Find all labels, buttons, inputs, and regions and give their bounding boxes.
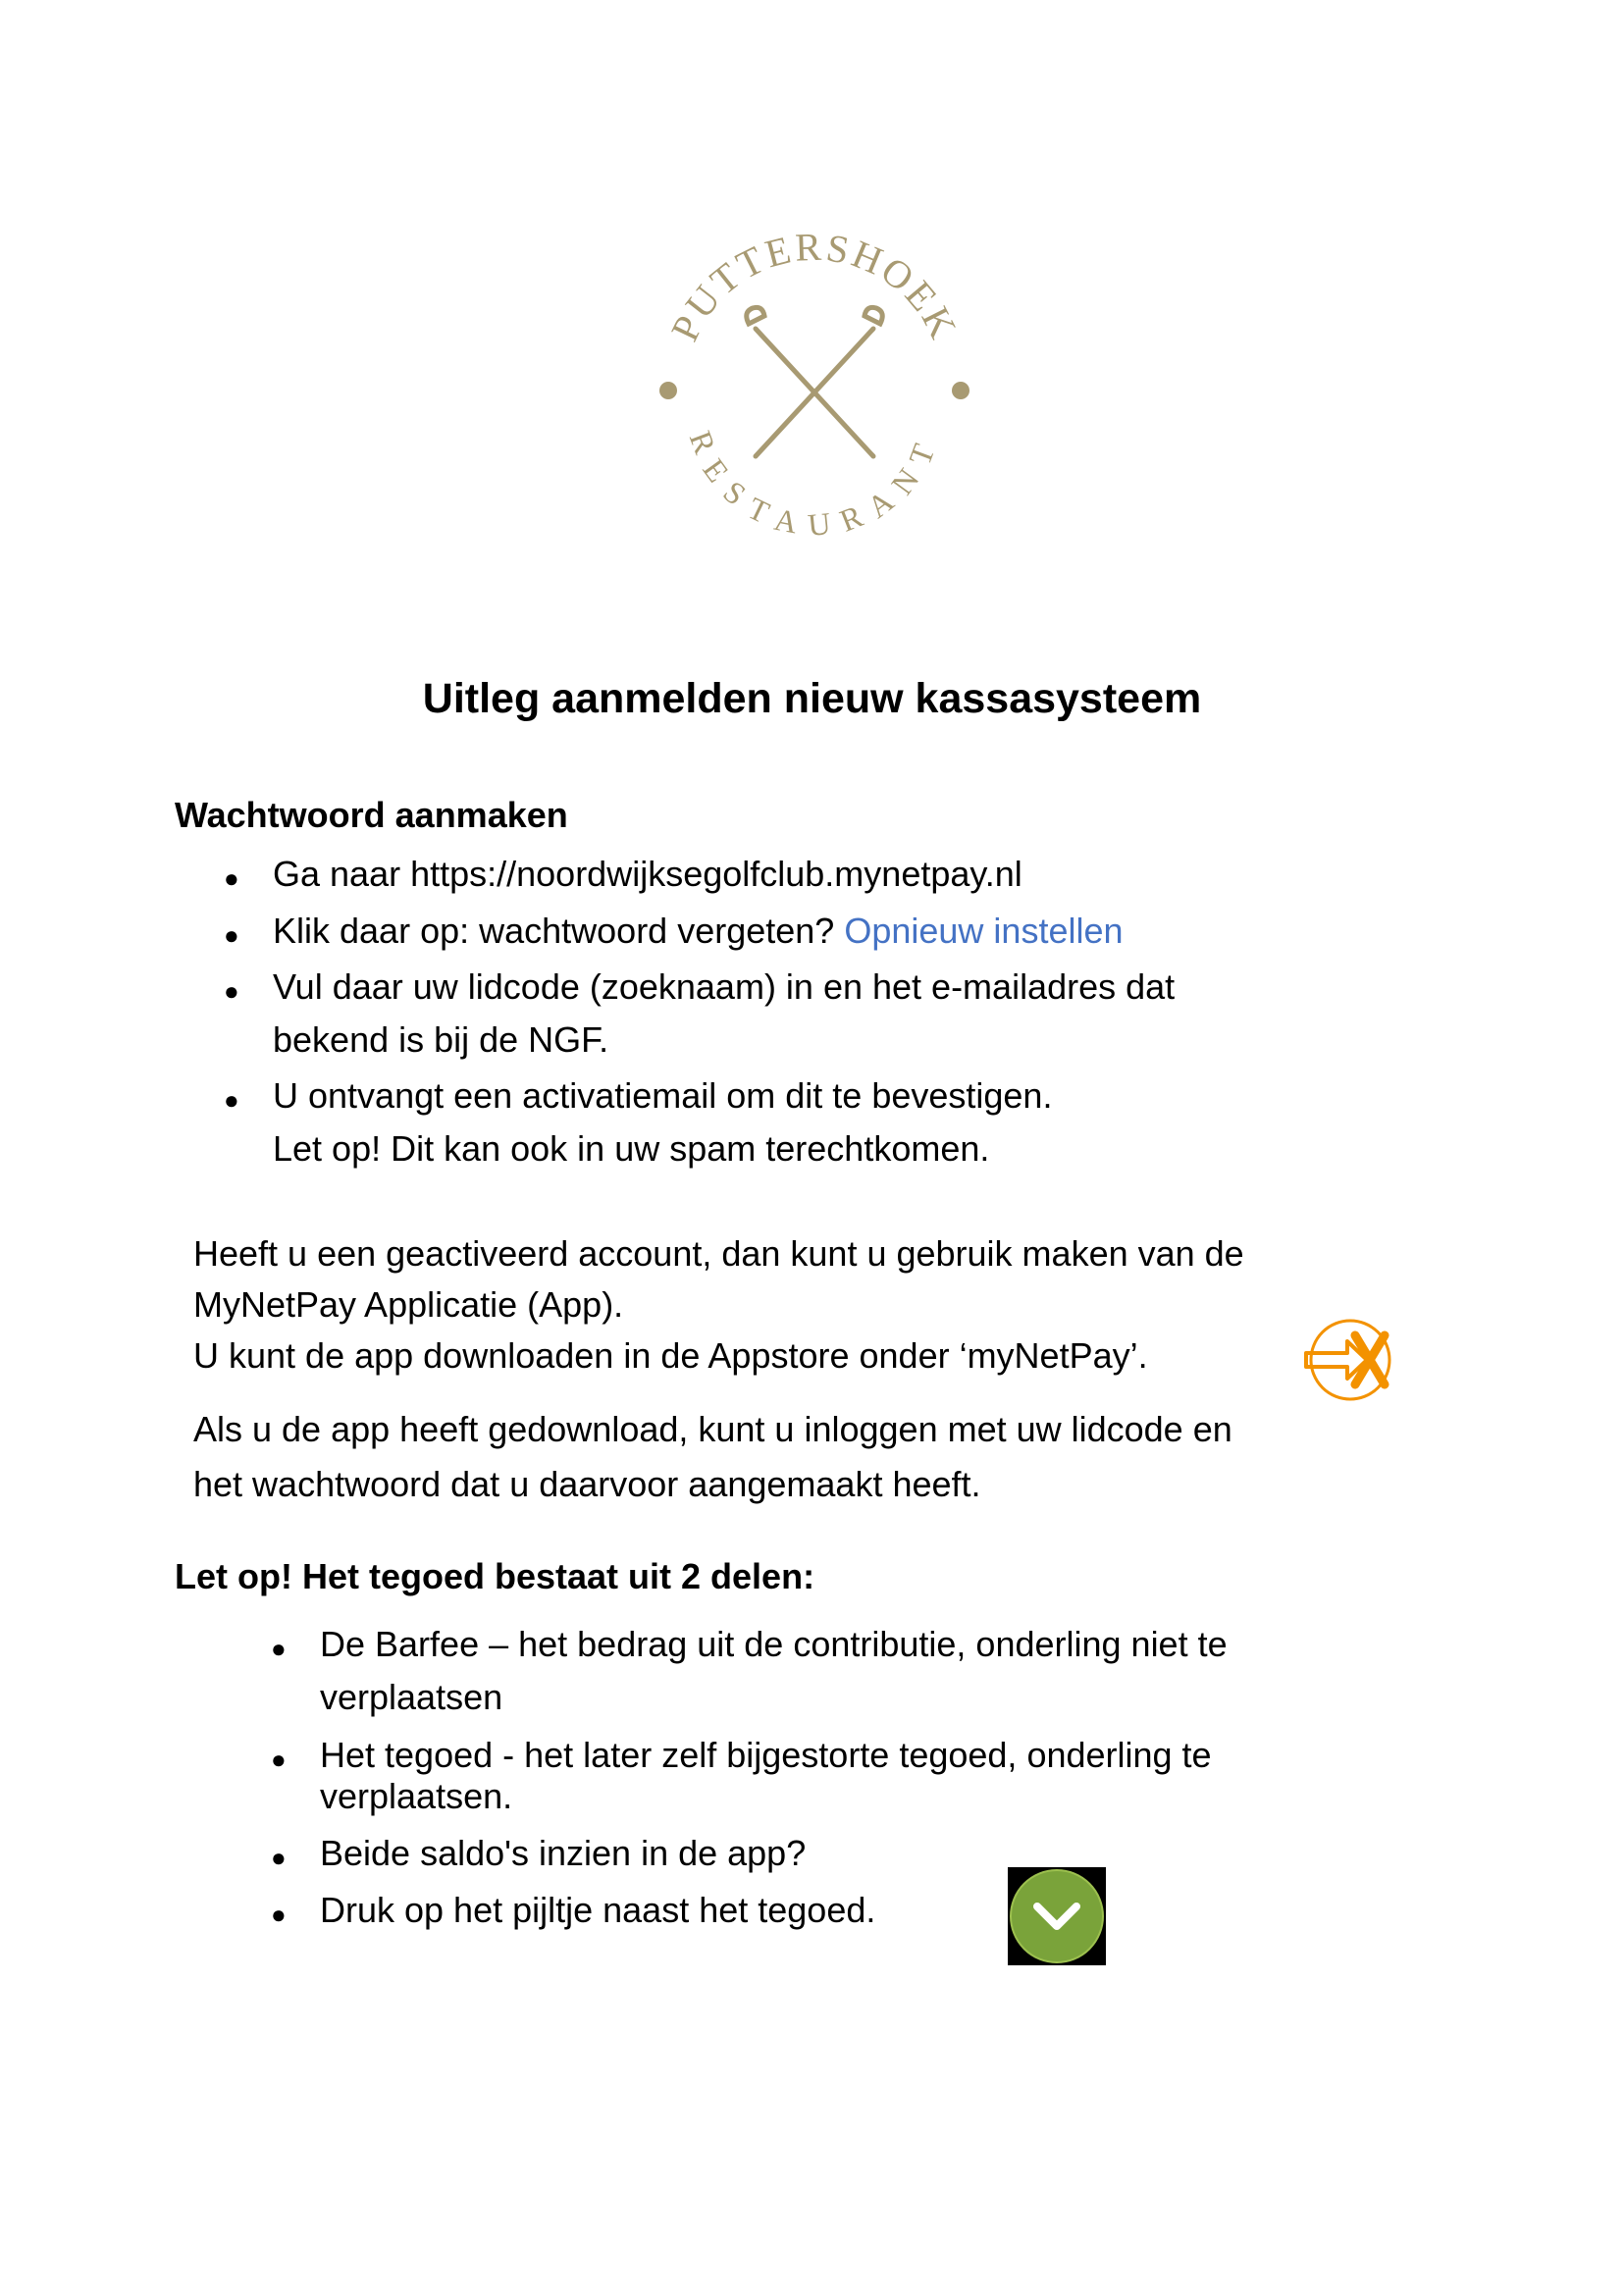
- paragraph-account-line2: MyNetPay Applicatie (App).: [193, 1284, 624, 1325]
- logo-bottom-text: RESTAURANT: [682, 426, 947, 544]
- balance-press-arrow: Druk op het pijltje naast het tegoed.: [320, 1890, 876, 1930]
- logo-top-text: PUTTERSHOEK: [661, 226, 968, 348]
- page-title: Uitleg aanmelden nieuw kassasysteem: [422, 675, 1202, 722]
- section-heading-password: Wachtwoord aanmaken: [175, 795, 568, 835]
- reset-password-link[interactable]: Opnieuw instellen: [844, 911, 1124, 951]
- puttershoek-logo: [643, 226, 986, 569]
- bullet-icon: ●: [224, 976, 239, 1006]
- mynetpay-logo-icon: [1298, 1318, 1402, 1402]
- step-fill-lidcode-line2: bekend is bij de NGF.: [273, 1019, 609, 1060]
- bullet-icon: ●: [224, 1085, 239, 1115]
- arrow-button-image: [1008, 1867, 1106, 1965]
- step-click-forgot-text: Klik daar op: wachtwoord vergeten?: [273, 911, 835, 951]
- bullet-icon: ●: [271, 1843, 287, 1872]
- balance-tegoed-line2: verplaatsen.: [320, 1776, 513, 1816]
- bullet-icon: ●: [224, 863, 239, 893]
- paragraph-account-line3: U kunt de app downloaden in de Appstore onder ‘myNetPay’.: [193, 1335, 1148, 1376]
- step-activation-line2: Let op! Dit kan ook in uw spam terechtkomen.: [273, 1128, 990, 1169]
- logo-dot-right: [952, 382, 969, 399]
- bullet-icon: ●: [271, 1745, 287, 1774]
- bullet-icon: ●: [224, 920, 239, 950]
- step-go-to-url: Ga naar https://noordwijksegolfclub.mynetpay.nl: [273, 854, 1022, 894]
- balance-barfee-line1: De Barfee – het bedrag uit de contributie, onderling niet te: [320, 1624, 1228, 1664]
- section-heading-balance: Let op! Het tegoed bestaat uit 2 delen:: [175, 1556, 815, 1596]
- step-click-forgot: [273, 907, 1124, 956]
- crossed-golf-clubs-icon: [747, 307, 883, 456]
- balance-barfee-line2: verplaatsen: [320, 1677, 503, 1717]
- balance-tegoed-line1: Het tegoed - het later zelf bijgestorte tegoed, onderling te: [320, 1735, 1212, 1775]
- paragraph-login-line1: Als u de app heeft gedownload, kunt u inloggen met uw lidcode en: [193, 1409, 1232, 1449]
- step-activation-line1: U ontvangt een activatiemail om dit te bevestigen.: [273, 1075, 1053, 1116]
- bullet-icon: ●: [271, 1634, 287, 1663]
- balance-view-both: Beide saldo's inzien in de app?: [320, 1833, 807, 1873]
- paragraph-account-line1: Heeft u een geactiveerd account, dan kunt u gebruik maken van de: [193, 1233, 1244, 1274]
- step-fill-lidcode-line1: Vul daar uw lidcode (zoeknaam) in en het e-mailadres dat: [273, 966, 1176, 1007]
- puttershoek-logo-graphic: [643, 226, 986, 569]
- paragraph-login-line2: het wachtwoord dat u daarvoor aangemaakt heeft.: [193, 1464, 981, 1504]
- bullet-icon: ●: [271, 1900, 287, 1929]
- logo-dot-left: [659, 382, 677, 399]
